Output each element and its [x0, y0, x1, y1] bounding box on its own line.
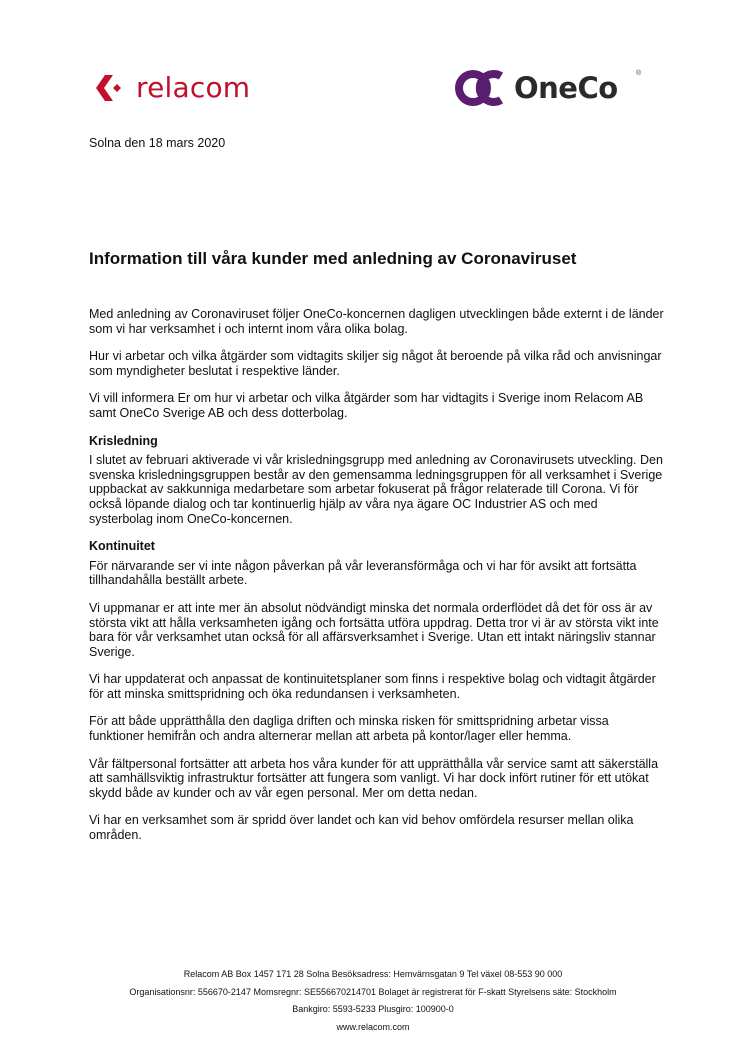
oneco-symbol-icon	[454, 68, 508, 108]
footer-website: www.relacom.com	[336, 1021, 410, 1032]
kontinuitet-paragraph: Vi uppmanar er att inte mer än absolut nödvändigt minska det normala orderflödet då det för oss är av största vikt att hålla verksamheten igång och fortsätta utföra uppdrag. Detta tror vi är av största vikt inte bara för vår verksamhet utan också för all affärsverksamhet i Sverige. Utan ett intakt näringsliv stannar Sverige.	[89, 600, 659, 659]
oneco-logo	[454, 68, 642, 108]
kontinuitet-paragraph: Vår fältpersonal fortsätter att arbeta hos våra kunder för att upprätthålla vår service samt att säkerställa att samhällsviktig infrastruktur fortsätter att fungera som vanligt. Vi har dock infört rutiner för ett utökat skydd både av kunder och av vår egen personal. Mer om detta nedan.	[89, 756, 659, 800]
krisledning-paragraph: I slutet av februari aktiverade vi vår krisledningsgrupp med anledning av Coronavirusets utveckling. Den svenska krisledningsgruppen består av den gemensamma ledningsgruppen för all verksamhet i Sverige uppbackat av sakkunniga medarbetare som arbetar fokuserat på frågor relaterade till Corona. Vi för också löpande dialog och tar kontinuerlig hjälp av våra nya ägare OC Industrier AS och med systerbolag inom OneCo-koncernen.	[89, 453, 663, 526]
kontinuitet-paragraph: Vi har uppdaterat och anpassat de kontinuitetsplaner som finns i respektive bolag och vidtagit åtgärder för att minska smittspridning och öka redundansen i verksamheten.	[89, 672, 656, 701]
kontinuitet-paragraph: För att både upprätthålla den dagliga driften och minska risken för smittspridning arbetar vissa funktioner hemifrån och andra alternerar mellan att arbeta på kontor/lager eller hemma.	[89, 714, 609, 744]
krisledning-heading: Krisledning	[89, 433, 158, 448]
intro-paragraph: Hur vi arbetar och vilka åtgärder som vidtagits skiljer sig något åt beroende på vilka råd och anvisningar som myndigheter beslutat i respektive länder.	[89, 349, 662, 378]
registered-mark: ®	[636, 70, 642, 77]
relacom-chevron-icon	[94, 73, 126, 103]
kontinuitet-paragraph: Vi har en verksamhet som är spridd över landet och kan vid behov omfördela resurser mellan olika områden.	[89, 813, 634, 843]
document-title: Information till våra kunder med anledning av Coronaviruset	[89, 249, 577, 268]
intro-paragraph: Vi vill informera Er om hur vi arbetar och vilka åtgärder som har vidtagits i Sverige inom Relacom AB samt OneCo Sverige AB och dess dotterbolag.	[89, 391, 644, 420]
intro-paragraph: Med anledning av Coronaviruset följer OneCo-koncernen dagligen utvecklingen både externt i de länder som vi har verksamhet i och internt inom våra olika bolag.	[89, 307, 664, 336]
oneco-logo-text: OneCo	[514, 70, 618, 105]
footer	[0, 966, 746, 1036]
footer-address-line: Relacom AB Box 1457 171 28 Solna Besöksadress: Hemvärnsgatan 9 Tel växel 08-553 90 000	[183, 969, 563, 979]
footer-bank-line: Bankgiro: 5593-5233 Plusgiro: 100900-0	[292, 1004, 454, 1014]
document-body	[89, 307, 664, 856]
relacom-logo	[94, 70, 250, 106]
kontinuitet-heading: Kontinuitet	[89, 539, 155, 554]
date-line: Solna den 18 mars 2020	[89, 136, 226, 150]
kontinuitet-paragraph: För närvarande ser vi inte någon påverkan på vår leveransförmåga och vi har för avsikt att fortsätta tillhandahålla beställt arbete.	[89, 558, 637, 588]
footer-registration-line: Organisationsnr: 556670-2147 Momsregnr: SE556670214701 Bolaget är registrerat för F-skatt Styrelsens säte: Stockholm	[129, 986, 617, 997]
relacom-logo-text: relacom	[136, 71, 251, 104]
